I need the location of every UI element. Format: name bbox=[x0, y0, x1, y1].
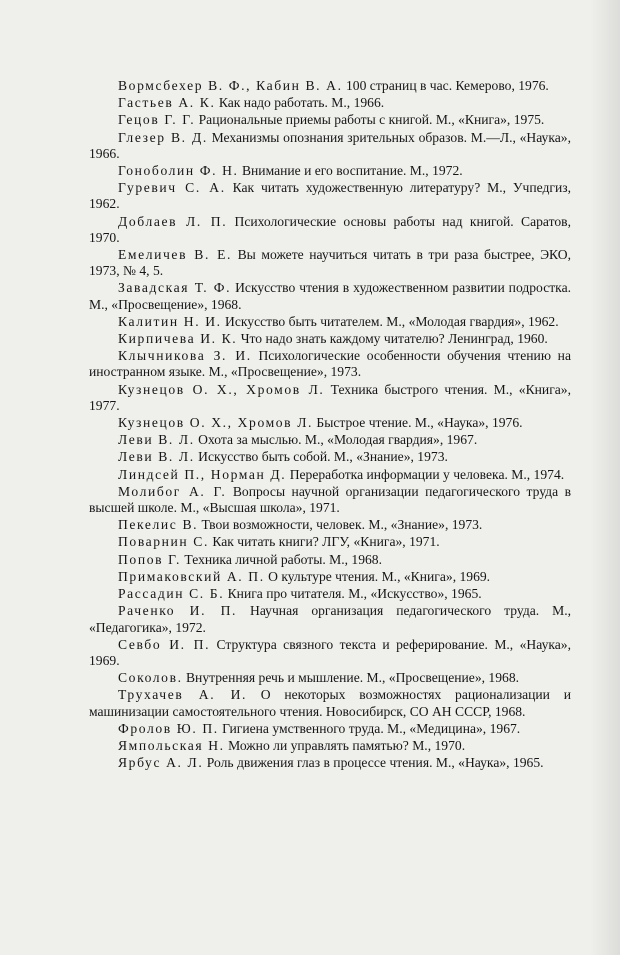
bibliography-entry bbox=[89, 163, 571, 179]
entry-text: Искусство быть собой. М., «Знание», 1973. bbox=[194, 449, 448, 465]
entry-text: Психологические особенности обучения чтению на иностранном языке. М., «Просвещение», 1973. bbox=[89, 348, 571, 380]
bibliography-entry bbox=[89, 569, 571, 585]
bibliography-entry bbox=[89, 415, 571, 431]
bibliography-entry bbox=[89, 280, 571, 312]
entry-author: Гоноболин Ф. Н. bbox=[118, 163, 239, 179]
bibliography-entry bbox=[89, 552, 571, 568]
entry-text: Как читать художественную литературу? М., Учпедгиз, 1962. bbox=[89, 180, 571, 212]
entry-text: Переработка информации у человека. М., 1974. bbox=[286, 466, 565, 482]
bibliography-entry bbox=[89, 331, 571, 347]
entry-author: Севбо И. П. bbox=[118, 636, 211, 652]
entry-author: Молибог А. Г. bbox=[118, 483, 227, 499]
bibliography-entry bbox=[89, 348, 571, 380]
entry-author: Поварнин С. bbox=[118, 534, 209, 550]
entry-author: Ярбус А. Л. bbox=[118, 755, 204, 771]
entry-author: Калитин Н. И. bbox=[118, 313, 222, 329]
entry-text: Как читать книги? ЛГУ, «Книга», 1971. bbox=[208, 534, 440, 550]
bibliography-entry bbox=[89, 180, 571, 212]
entry-text: Искусство чтения в художественном развитии подростка. М., «Просвещение», 1968. bbox=[89, 280, 572, 312]
entry-author: Гуревич С. А. bbox=[118, 180, 226, 196]
entry-text: Охота за мыслью. М., «Молодая гвардия», 1967. bbox=[194, 432, 478, 448]
entry-author: Примаковский А. П. bbox=[118, 568, 265, 584]
entry-text: Психологические основы работы над книгой. Саратов, 1970. bbox=[89, 213, 571, 245]
bibliography-entry bbox=[89, 449, 571, 465]
entry-text: Вопросы научной организации педагогического труда в высшей школе. М., «Высшая школа», 1971. bbox=[89, 483, 571, 516]
entry-text: О культуре чтения. М., «Книга», 1969. bbox=[264, 568, 491, 584]
entry-author: Пекелис В. bbox=[118, 517, 199, 533]
entry-author: Леви В. Л. bbox=[118, 432, 195, 448]
entry-author: Кузнецов О. Х., Хромов Л. bbox=[118, 381, 325, 397]
entry-author: Соколов. bbox=[118, 670, 183, 686]
entry-author: Глезер В. Д. bbox=[118, 129, 208, 145]
entry-author: Гастьев А. К. bbox=[118, 95, 216, 111]
entry-author: Попов Г. bbox=[118, 551, 182, 567]
entry-text: Структура связного текста и реферирование. М., «Наука», 1969. bbox=[89, 636, 572, 668]
bibliography-entry bbox=[89, 517, 571, 533]
entry-author: Доблаев Л. П. bbox=[118, 213, 228, 229]
entry-text: Техника быстрого чтения. М., «Книга», 1977. bbox=[89, 381, 571, 413]
entry-author: Трухачев А. И. bbox=[118, 687, 247, 703]
bibliography-entry bbox=[89, 721, 571, 737]
entry-text: Научная организация педагогического труда. М., «Педагогика», 1972. bbox=[89, 603, 572, 635]
bibliography-entry bbox=[89, 755, 571, 771]
entry-author: Фролов Ю. П. bbox=[118, 720, 219, 736]
entry-text: Что надо знать каждому читателю? Ленинград, 1960. bbox=[237, 331, 548, 347]
entry-text: Механизмы опознания зрительных образов. М.—Л., «Наука», 1966. bbox=[89, 129, 571, 161]
bibliography-entry bbox=[89, 637, 571, 669]
bibliography-entry bbox=[89, 95, 571, 111]
bibliography-entry bbox=[89, 484, 571, 516]
entry-text: Техника личной работы. М., 1968. bbox=[181, 551, 382, 567]
bibliography-list bbox=[89, 78, 571, 772]
entry-author: Леви В. Л. bbox=[118, 449, 195, 465]
bibliography-entry bbox=[89, 738, 571, 754]
bibliography-entry bbox=[89, 214, 571, 246]
bibliography-entry bbox=[89, 112, 571, 128]
entry-author: Кирпичева И. К. bbox=[118, 331, 238, 347]
entry-text: Искусство быть читателем. М., «Молодая гвардия», 1962. bbox=[221, 313, 559, 329]
entry-author: Раченко И. П. bbox=[118, 603, 238, 619]
entry-text: Можно ли управлять памятью? М., 1970. bbox=[224, 737, 466, 753]
entry-author: Клычникова З. И. bbox=[118, 348, 252, 364]
bibliography-entry bbox=[89, 130, 571, 162]
entry-author: Ямпольская Н. bbox=[118, 737, 225, 753]
entry-author: Линдсей П., Норман Д. bbox=[118, 466, 287, 482]
entry-text: Книга про читателя. М., «Искусство», 1965. bbox=[224, 586, 482, 602]
entry-author: Кузнецов О. Х., Хромов Л. bbox=[118, 415, 314, 431]
entry-text: Рациональные приемы работы с книгой. М., «Книга», 1975. bbox=[195, 112, 545, 128]
entry-author: Гецов Г. Г. bbox=[118, 112, 196, 128]
bibliography-entry bbox=[89, 687, 571, 719]
bibliography-entry bbox=[89, 78, 571, 94]
entry-text: Быстрое чтение. М., «Наука», 1976. bbox=[313, 415, 523, 431]
entry-text: 100 страниц в час. Кемерово, 1976. bbox=[342, 78, 549, 93]
entry-text: Внимание и его воспитание. М., 1972. bbox=[238, 163, 463, 179]
entry-text: Гигиена умственного труда. М., «Медицина», 1967. bbox=[218, 720, 521, 736]
bibliography-entry bbox=[89, 432, 571, 448]
entry-author: Рассадин С. Б. bbox=[118, 586, 225, 602]
entry-text: Внутренняя речь и мышление. М., «Просвещение», 1968. bbox=[182, 670, 520, 686]
entry-text: Твои возможности, человек. М., «Знание», 1973. bbox=[198, 517, 483, 533]
bibliography-entry bbox=[89, 382, 571, 414]
entry-text: О некоторых возможностях рационализации и машинизации самостоятельного чтения. Новосибирск, СО АН СССР, 1968. bbox=[89, 687, 571, 719]
entry-text: Вы можете научиться читать в три раза быстрее, ЭКО, 1973, № 4, 5. bbox=[89, 247, 571, 279]
page-edge-shadow bbox=[590, 0, 620, 955]
entry-text: Как надо работать. М., 1966. bbox=[215, 95, 385, 111]
bibliography-entry bbox=[89, 670, 571, 686]
bibliography-entry bbox=[89, 586, 571, 602]
bibliography-entry bbox=[89, 314, 571, 330]
entry-author: Вормсбехер В. Ф., Кабин В. А. bbox=[118, 78, 343, 93]
entry-author: Завадская Т. Ф. bbox=[118, 280, 232, 296]
bibliography-entry bbox=[89, 603, 571, 635]
entry-text: Роль движения глаз в процессе чтения. М., «Наука», 1965. bbox=[203, 755, 544, 771]
bibliography-entry bbox=[89, 467, 571, 483]
entry-author: Емеличев В. Е. bbox=[118, 247, 233, 263]
bibliography-entry bbox=[89, 534, 571, 550]
bibliography-entry bbox=[89, 247, 571, 279]
